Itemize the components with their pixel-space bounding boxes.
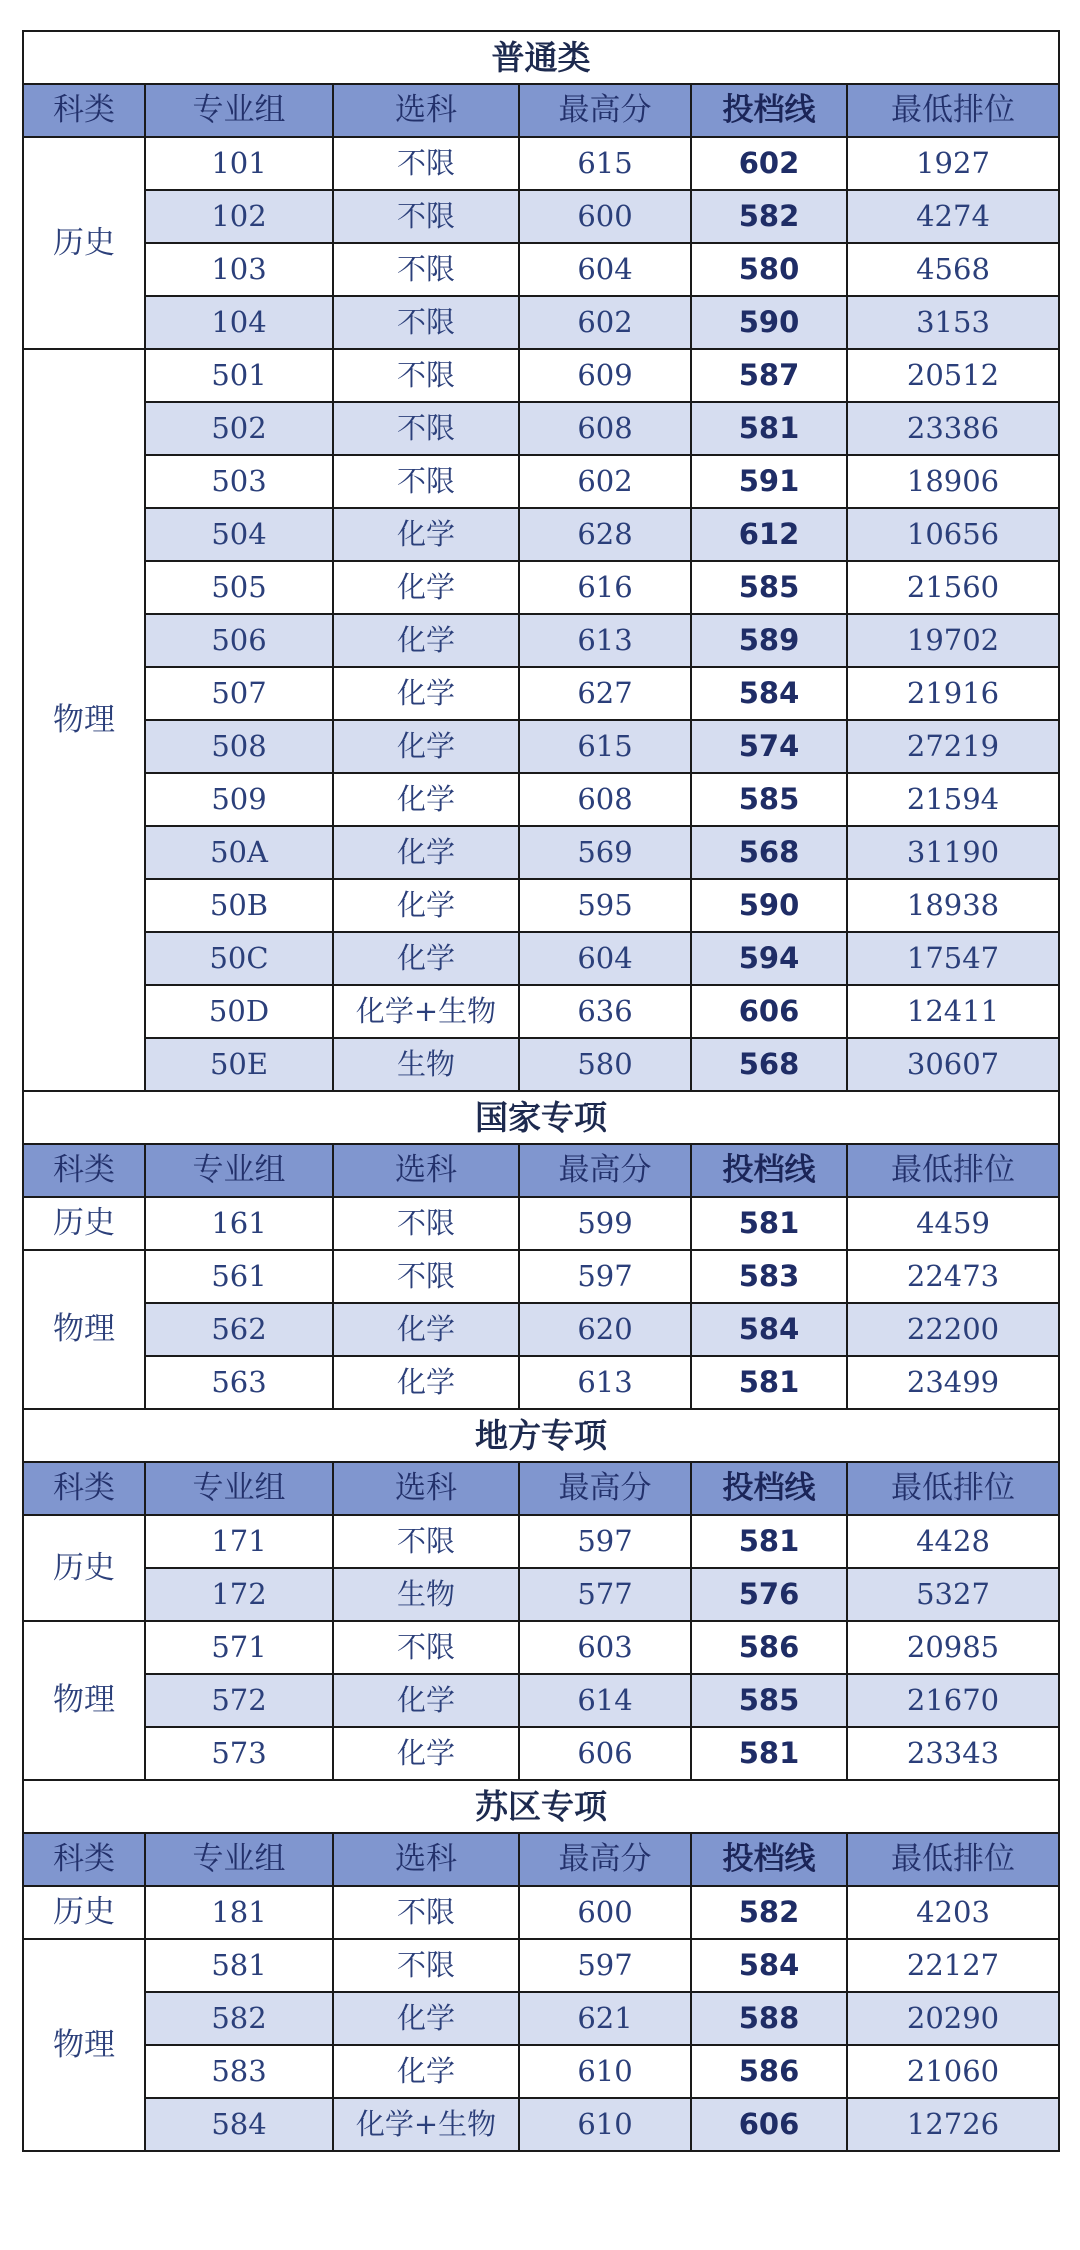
max-score-cell: 577 — [519, 1568, 691, 1621]
table-row — [23, 773, 1059, 826]
elective-cell: 化学 — [333, 614, 519, 667]
table-row — [23, 508, 1059, 561]
group-cell: 504 — [145, 508, 333, 561]
elective-cell: 不限 — [333, 190, 519, 243]
cutoff-score-cell: 589 — [691, 614, 847, 667]
max-score-cell: 580 — [519, 1038, 691, 1091]
group-cell: 181 — [145, 1886, 333, 1939]
min-rank-cell: 12411 — [847, 985, 1059, 1038]
max-score-cell: 597 — [519, 1515, 691, 1568]
elective-cell: 化学+生物 — [333, 985, 519, 1038]
min-rank-cell: 22473 — [847, 1250, 1059, 1303]
elective-cell: 不限 — [333, 349, 519, 402]
header-group: 专业组 — [145, 1833, 333, 1886]
group-cell: 171 — [145, 1515, 333, 1568]
min-rank-cell: 22127 — [847, 1939, 1059, 1992]
table-row — [23, 1992, 1059, 2045]
cutoff-score-cell: 580 — [691, 243, 847, 296]
group-cell: 506 — [145, 614, 333, 667]
min-rank-cell: 27219 — [847, 720, 1059, 773]
cutoff-score-cell: 581 — [691, 1515, 847, 1568]
cutoff-score-cell: 612 — [691, 508, 847, 561]
elective-cell: 化学 — [333, 879, 519, 932]
max-score-cell: 621 — [519, 1992, 691, 2045]
cutoff-score-cell: 584 — [691, 1939, 847, 1992]
table-row — [23, 985, 1059, 1038]
min-rank-cell: 5327 — [847, 1568, 1059, 1621]
min-rank-cell: 21916 — [847, 667, 1059, 720]
cutoff-score-cell: 568 — [691, 826, 847, 879]
table-row — [23, 561, 1059, 614]
cutoff-score-cell: 606 — [691, 985, 847, 1038]
max-score-cell: 620 — [519, 1303, 691, 1356]
min-rank-cell: 31190 — [847, 826, 1059, 879]
header-group: 专业组 — [145, 84, 333, 137]
table-row — [23, 1250, 1059, 1303]
min-rank-cell: 21594 — [847, 773, 1059, 826]
elective-cell: 化学 — [333, 720, 519, 773]
elective-cell: 化学 — [333, 826, 519, 879]
header-subject: 科类 — [23, 1462, 145, 1515]
header-elective: 选科 — [333, 1462, 519, 1515]
min-rank-cell: 20290 — [847, 1992, 1059, 2045]
min-rank-cell: 21670 — [847, 1674, 1059, 1727]
elective-cell: 化学 — [333, 1674, 519, 1727]
group-cell: 508 — [145, 720, 333, 773]
section-title-row — [23, 1780, 1059, 1833]
table-row — [23, 932, 1059, 985]
cutoff-score-cell: 582 — [691, 190, 847, 243]
min-rank-cell: 21560 — [847, 561, 1059, 614]
min-rank-cell: 4459 — [847, 1197, 1059, 1250]
header-cutoff-score: 投档线 — [691, 84, 847, 137]
max-score-cell: 595 — [519, 879, 691, 932]
column-header-row — [23, 1462, 1059, 1515]
max-score-cell: 609 — [519, 349, 691, 402]
max-score-cell: 606 — [519, 1727, 691, 1780]
max-score-cell: 603 — [519, 1621, 691, 1674]
max-score-cell: 608 — [519, 773, 691, 826]
group-cell: 102 — [145, 190, 333, 243]
min-rank-cell: 18906 — [847, 455, 1059, 508]
elective-cell: 不限 — [333, 1886, 519, 1939]
group-cell: 161 — [145, 1197, 333, 1250]
section-title: 地方专项 — [23, 1409, 1059, 1462]
max-score-cell: 627 — [519, 667, 691, 720]
column-header-row — [23, 84, 1059, 137]
cutoff-score-cell: 587 — [691, 349, 847, 402]
elective-cell: 不限 — [333, 1621, 519, 1674]
table-row — [23, 296, 1059, 349]
table-row — [23, 1038, 1059, 1091]
cutoff-score-cell: 590 — [691, 879, 847, 932]
table-row — [23, 1568, 1059, 1621]
min-rank-cell: 20512 — [847, 349, 1059, 402]
table-row — [23, 1939, 1059, 1992]
group-cell: 563 — [145, 1356, 333, 1409]
max-score-cell: 604 — [519, 243, 691, 296]
group-cell: 582 — [145, 1992, 333, 2045]
subject-cell: 历史 — [23, 137, 145, 349]
table-row — [23, 879, 1059, 932]
group-cell: 561 — [145, 1250, 333, 1303]
table-row — [23, 667, 1059, 720]
group-cell: 50A — [145, 826, 333, 879]
max-score-cell: 615 — [519, 720, 691, 773]
elective-cell: 化学 — [333, 1303, 519, 1356]
min-rank-cell: 12726 — [847, 2098, 1059, 2151]
min-rank-cell: 23499 — [847, 1356, 1059, 1409]
max-score-cell: 613 — [519, 614, 691, 667]
header-min-rank: 最低排位 — [847, 1462, 1059, 1515]
min-rank-cell: 22200 — [847, 1303, 1059, 1356]
table-row — [23, 2045, 1059, 2098]
cutoff-score-cell: 568 — [691, 1038, 847, 1091]
cutoff-score-cell: 585 — [691, 773, 847, 826]
subject-cell: 物理 — [23, 349, 145, 1091]
table-row — [23, 2098, 1059, 2151]
header-elective: 选科 — [333, 1144, 519, 1197]
elective-cell: 不限 — [333, 455, 519, 508]
subject-cell: 物理 — [23, 1621, 145, 1780]
max-score-cell: 600 — [519, 190, 691, 243]
min-rank-cell: 23343 — [847, 1727, 1059, 1780]
cutoff-score-cell: 581 — [691, 1356, 847, 1409]
cutoff-score-cell: 602 — [691, 137, 847, 190]
cutoff-score-cell: 584 — [691, 1303, 847, 1356]
min-rank-cell: 4203 — [847, 1886, 1059, 1939]
group-cell: 503 — [145, 455, 333, 508]
group-cell: 50C — [145, 932, 333, 985]
table-row — [23, 1886, 1059, 1939]
elective-cell: 不限 — [333, 1515, 519, 1568]
min-rank-cell: 10656 — [847, 508, 1059, 561]
cutoff-score-cell: 594 — [691, 932, 847, 985]
header-max-score: 最高分 — [519, 84, 691, 137]
cutoff-score-cell: 581 — [691, 402, 847, 455]
max-score-cell: 614 — [519, 1674, 691, 1727]
group-cell: 50B — [145, 879, 333, 932]
min-rank-cell: 3153 — [847, 296, 1059, 349]
elective-cell: 生物 — [333, 1038, 519, 1091]
min-rank-cell: 17547 — [847, 932, 1059, 985]
table-row — [23, 1674, 1059, 1727]
elective-cell: 化学 — [333, 667, 519, 720]
group-cell: 101 — [145, 137, 333, 190]
cutoff-score-cell: 584 — [691, 667, 847, 720]
group-cell: 502 — [145, 402, 333, 455]
table-row — [23, 455, 1059, 508]
header-elective: 选科 — [333, 84, 519, 137]
cutoff-score-cell: 586 — [691, 2045, 847, 2098]
table-row — [23, 1197, 1059, 1250]
subject-cell: 物理 — [23, 1939, 145, 2151]
group-cell: 583 — [145, 2045, 333, 2098]
table-row — [23, 826, 1059, 879]
header-group: 专业组 — [145, 1144, 333, 1197]
section-title-row — [23, 31, 1059, 84]
table-row — [23, 1356, 1059, 1409]
group-cell: 103 — [145, 243, 333, 296]
elective-cell: 不限 — [333, 296, 519, 349]
header-cutoff-score: 投档线 — [691, 1144, 847, 1197]
group-cell: 50D — [145, 985, 333, 1038]
min-rank-cell: 4428 — [847, 1515, 1059, 1568]
min-rank-cell: 4274 — [847, 190, 1059, 243]
elective-cell: 化学 — [333, 2045, 519, 2098]
group-cell: 572 — [145, 1674, 333, 1727]
cutoff-score-cell: 581 — [691, 1197, 847, 1250]
header-max-score: 最高分 — [519, 1144, 691, 1197]
section-title-row — [23, 1091, 1059, 1144]
subject-cell: 历史 — [23, 1197, 145, 1250]
group-cell: 507 — [145, 667, 333, 720]
cutoff-score-cell: 582 — [691, 1886, 847, 1939]
header-max-score: 最高分 — [519, 1833, 691, 1886]
cutoff-score-cell: 586 — [691, 1621, 847, 1674]
max-score-cell: 608 — [519, 402, 691, 455]
elective-cell: 不限 — [333, 1197, 519, 1250]
elective-cell: 化学 — [333, 1356, 519, 1409]
min-rank-cell: 30607 — [847, 1038, 1059, 1091]
group-cell: 505 — [145, 561, 333, 614]
min-rank-cell: 1927 — [847, 137, 1059, 190]
cutoff-score-cell: 576 — [691, 1568, 847, 1621]
elective-cell: 不限 — [333, 1939, 519, 1992]
max-score-cell: 602 — [519, 455, 691, 508]
elective-cell: 化学 — [333, 508, 519, 561]
min-rank-cell: 18938 — [847, 879, 1059, 932]
max-score-cell: 599 — [519, 1197, 691, 1250]
table-row — [23, 1303, 1059, 1356]
max-score-cell: 610 — [519, 2098, 691, 2151]
admission-score-table — [22, 30, 1060, 2152]
header-subject: 科类 — [23, 1144, 145, 1197]
elective-cell: 化学 — [333, 1992, 519, 2045]
max-score-cell: 628 — [519, 508, 691, 561]
cutoff-score-cell: 583 — [691, 1250, 847, 1303]
group-cell: 584 — [145, 2098, 333, 2151]
min-rank-cell: 4568 — [847, 243, 1059, 296]
header-subject: 科类 — [23, 84, 145, 137]
table-row — [23, 349, 1059, 402]
group-cell: 501 — [145, 349, 333, 402]
header-min-rank: 最低排位 — [847, 1144, 1059, 1197]
header-cutoff-score: 投档线 — [691, 1833, 847, 1886]
group-cell: 509 — [145, 773, 333, 826]
header-group: 专业组 — [145, 1462, 333, 1515]
cutoff-score-cell: 581 — [691, 1727, 847, 1780]
table-row — [23, 1515, 1059, 1568]
group-cell: 581 — [145, 1939, 333, 1992]
elective-cell: 不限 — [333, 1250, 519, 1303]
section-title: 普通类 — [23, 31, 1059, 84]
max-score-cell: 597 — [519, 1250, 691, 1303]
cutoff-score-cell: 588 — [691, 1992, 847, 2045]
cutoff-score-cell: 606 — [691, 2098, 847, 2151]
max-score-cell: 569 — [519, 826, 691, 879]
table-row — [23, 1621, 1059, 1674]
cutoff-score-cell: 574 — [691, 720, 847, 773]
elective-cell: 不限 — [333, 402, 519, 455]
elective-cell: 化学 — [333, 561, 519, 614]
cutoff-score-cell: 590 — [691, 296, 847, 349]
subject-cell: 物理 — [23, 1250, 145, 1409]
group-cell: 573 — [145, 1727, 333, 1780]
max-score-cell: 602 — [519, 296, 691, 349]
elective-cell: 生物 — [333, 1568, 519, 1621]
column-header-row — [23, 1833, 1059, 1886]
max-score-cell: 597 — [519, 1939, 691, 1992]
min-rank-cell: 19702 — [847, 614, 1059, 667]
cutoff-score-cell: 585 — [691, 561, 847, 614]
group-cell: 104 — [145, 296, 333, 349]
table-row — [23, 190, 1059, 243]
elective-cell: 不限 — [333, 243, 519, 296]
header-min-rank: 最低排位 — [847, 84, 1059, 137]
elective-cell: 化学 — [333, 773, 519, 826]
header-elective: 选科 — [333, 1833, 519, 1886]
cutoff-score-cell: 585 — [691, 1674, 847, 1727]
max-score-cell: 613 — [519, 1356, 691, 1409]
min-rank-cell: 21060 — [847, 2045, 1059, 2098]
elective-cell: 不限 — [333, 137, 519, 190]
table-row — [23, 402, 1059, 455]
group-cell: 571 — [145, 1621, 333, 1674]
table-body — [23, 31, 1059, 2151]
table-row — [23, 243, 1059, 296]
table-row — [23, 1727, 1059, 1780]
section-title: 国家专项 — [23, 1091, 1059, 1144]
table-row — [23, 720, 1059, 773]
max-score-cell: 616 — [519, 561, 691, 614]
group-cell: 172 — [145, 1568, 333, 1621]
min-rank-cell: 23386 — [847, 402, 1059, 455]
group-cell: 50E — [145, 1038, 333, 1091]
elective-cell: 化学+生物 — [333, 2098, 519, 2151]
header-max-score: 最高分 — [519, 1462, 691, 1515]
max-score-cell: 604 — [519, 932, 691, 985]
max-score-cell: 636 — [519, 985, 691, 1038]
table-row — [23, 137, 1059, 190]
section-title: 苏区专项 — [23, 1780, 1059, 1833]
min-rank-cell: 20985 — [847, 1621, 1059, 1674]
table-row — [23, 614, 1059, 667]
max-score-cell: 600 — [519, 1886, 691, 1939]
group-cell: 562 — [145, 1303, 333, 1356]
section-title-row — [23, 1409, 1059, 1462]
header-min-rank: 最低排位 — [847, 1833, 1059, 1886]
subject-cell: 历史 — [23, 1886, 145, 1939]
max-score-cell: 610 — [519, 2045, 691, 2098]
cutoff-score-cell: 591 — [691, 455, 847, 508]
column-header-row — [23, 1144, 1059, 1197]
subject-cell: 历史 — [23, 1515, 145, 1621]
elective-cell: 化学 — [333, 1727, 519, 1780]
max-score-cell: 615 — [519, 137, 691, 190]
header-subject: 科类 — [23, 1833, 145, 1886]
elective-cell: 化学 — [333, 932, 519, 985]
header-cutoff-score: 投档线 — [691, 1462, 847, 1515]
